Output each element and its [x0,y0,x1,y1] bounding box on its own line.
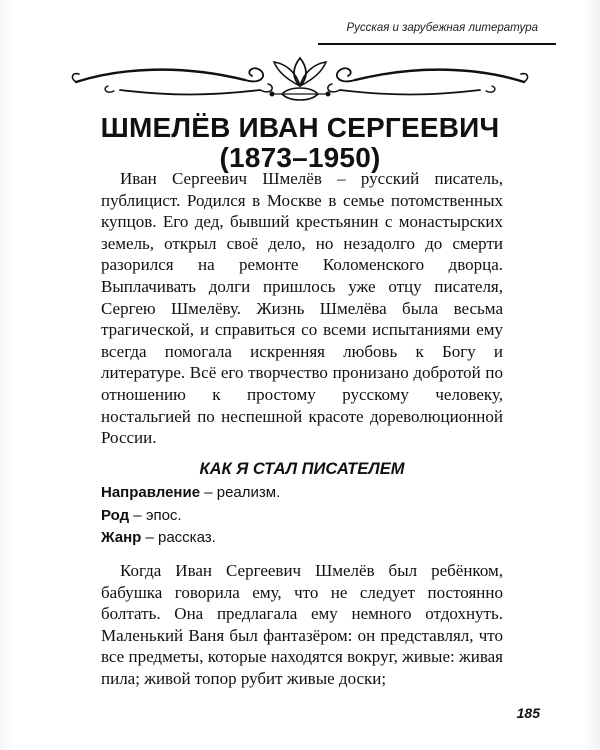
decorative-flourish-icon [60,50,540,110]
meta-separator: – [200,484,217,501]
biography-paragraph: Иван Сергеевич Шмелёв – русский писатель, публицист. Родился в Москве в семье потомственных купцов. Его дед, бывший крестьянин с монастырских земель, открыл своё дело, но незадолго до смерти разорился на ремонте Коломенского дворца. Выплачивать долги пришлось уже отцу писателя, Сергею Шмелёву. Жизнь Шмелёва была весьма трагической, и справиться со всеми испытаниями ему всегда помогала искренняя любовь к Богу и литературе. Всё его творчество пронизано добротой по отношению к простому русскому человеку, ностальгией по неспешной красоте дореволюционной России. [101,169,503,448]
running-head: Русская и зарубежная литература [346,22,538,34]
story-intro-paragraph: Когда Иван Сергеевич Шмелёв был ребёнком, бабушка говорила ему, что не следует постоянно болтать. Она предлагала ему немного отдохнуть. Маленький Ваня был фантазёром: он представлял, что все предметы, которые находятся вокруг, живые: живая пила; живой топор рубит живые доски; [101,561,503,688]
meta-value: реализм. [216,484,281,501]
meta-separator: – [141,529,158,546]
biography-block [101,168,503,449]
story-intro-block [101,560,503,690]
work-meta-list [101,482,503,550]
meta-separator: – [129,506,146,524]
author-years-title: (1873–1950) [219,142,381,173]
page-number: 185 [516,705,540,721]
section-heading: КАК Я СТАЛ ПИСАТЕЛЕМ [199,460,405,478]
author-name-title: ШМЕЛЁВ ИВАН СЕРГЕЕВИЧ [100,112,500,143]
meta-key: Направление [101,484,201,501]
meta-value: рассказ. [158,529,216,546]
meta-row-genre [101,527,503,550]
meta-row-direction [101,482,503,505]
running-head-rule [318,43,556,45]
meta-row-kind [101,505,503,528]
meta-key: Род [101,506,130,524]
meta-value: эпос. [145,506,182,524]
meta-key: Жанр [101,529,142,546]
